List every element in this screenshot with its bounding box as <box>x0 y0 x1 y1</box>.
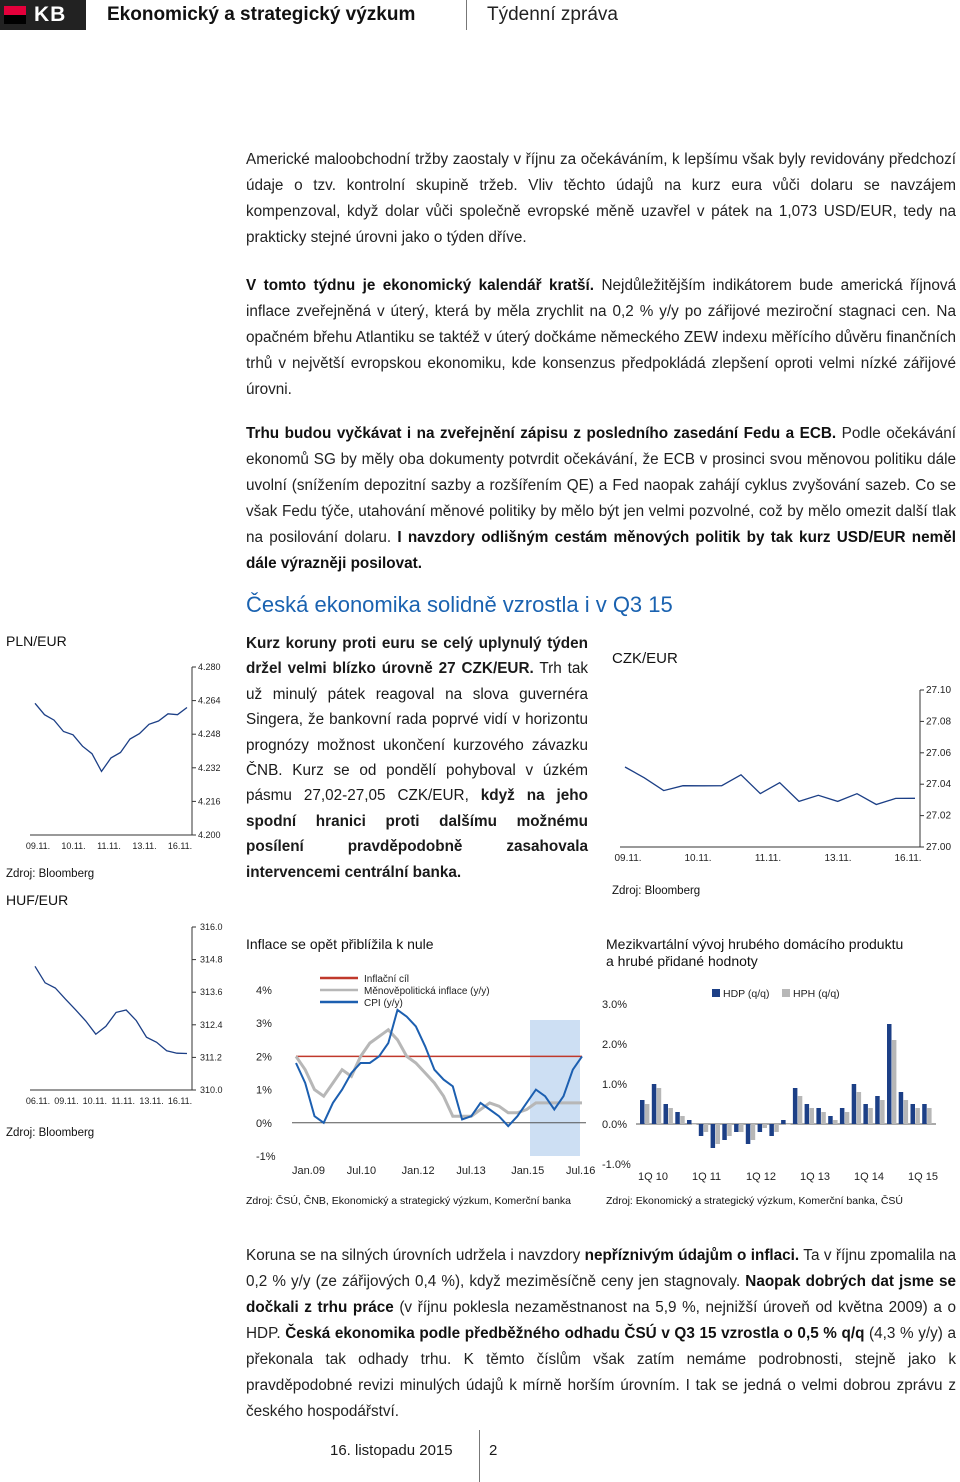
header-report-type: Týdenní zpráva <box>487 4 618 25</box>
bar-hph <box>857 1092 862 1124</box>
bar-hdp <box>664 1104 669 1124</box>
x-tick-label: 11.11. <box>111 1096 136 1106</box>
x-tick-label: 1Q 12 <box>746 1171 776 1183</box>
series-line <box>35 703 187 771</box>
bar-hdp <box>746 1124 751 1144</box>
paragraph-text: Koruna se na silných úrovních udržela i navzdory <box>246 1247 585 1264</box>
bar-hph <box>810 1108 815 1124</box>
bar-hdp <box>699 1124 704 1136</box>
x-tick-label: 1Q 15 <box>908 1171 938 1183</box>
footer-divider <box>479 1430 480 1482</box>
bar-hdp <box>711 1124 716 1148</box>
bar-hdp <box>722 1124 727 1140</box>
bar-hph <box>739 1124 744 1132</box>
paragraph-retail-sales <box>246 147 956 251</box>
x-tick-label: 10.11. <box>61 841 86 851</box>
bar-hph <box>833 1120 838 1124</box>
bar-hdp <box>734 1124 739 1132</box>
x-tick-label: Jul.16 <box>566 1165 596 1177</box>
bar-hph <box>845 1112 850 1124</box>
paragraph-czech-economy <box>246 1243 956 1425</box>
bar-hph <box>915 1108 920 1124</box>
paragraph-conclusion: I navzdory odlišným cestám měnových politik by tak kurz USD/EUR neměl dále výrazněji posilovat. <box>246 529 957 572</box>
y-tick-label: 0.0% <box>602 1119 628 1131</box>
paragraph-text: (4,3 % y/y) a překonala tak odhady trhu. K těmto číslům však zatím nemáme podrobnosti, stejně jako k pravděpodobné revizi minulých údajů k mírně horším úrovním. I tak se jedná o velmi dobrou zprávu z českého hospodářství. <box>246 1325 956 1420</box>
y-tick-label: 27.04 <box>926 779 952 791</box>
bar-hph <box>774 1124 779 1132</box>
x-tick-label: 06.11. <box>25 1096 51 1106</box>
y-tick-label: 4.200 <box>198 830 221 840</box>
inflation-chart <box>246 966 596 1186</box>
y-tick-label: 27.00 <box>926 842 952 853</box>
y-tick-label: -1.0% <box>602 1159 631 1171</box>
y-tick-label: -1% <box>256 1151 276 1163</box>
paragraph-lead: Trhu budou vyčkávat i na zveřejnění zápisu z posledního zasedání Fedu a ECB. <box>246 425 837 442</box>
x-tick-label: Jan.15 <box>511 1165 545 1177</box>
x-tick-label: 13.11. <box>824 853 852 864</box>
paragraph-bold: Česká ekonomika podle předběžného odhadu ČSÚ v Q3 15 vzrostla o 0,5 % q/q <box>285 1325 865 1342</box>
paragraph-lead: Kurz koruny proti euru se celý uplynulý týden držel velmi blízko úrovně 27 CZK/EUR. <box>246 635 588 678</box>
logo-text: KB <box>34 3 67 26</box>
bar-hph <box>680 1116 685 1124</box>
pln-chart-source: Zdroj: Bloomberg <box>6 868 95 880</box>
x-tick-label: 16.11. <box>894 853 922 864</box>
legend-label: Měnověpolitická inflace (y/y) <box>364 986 490 997</box>
x-tick-label: 09.11. <box>54 1096 79 1106</box>
bar-hph <box>892 1040 897 1124</box>
bar-hdp <box>687 1120 692 1124</box>
y-tick-label: 4.216 <box>198 796 221 807</box>
y-tick-label: 4% <box>256 985 272 997</box>
y-tick-label: 312.4 <box>200 1019 223 1030</box>
legend-label: CPI (y/y) <box>364 998 403 1009</box>
paragraph-czk <box>246 631 588 885</box>
paragraph-text: Trh tak už minulý pátek reagoval na slova guvernéra Singera, že bankovní rada poprvé vidí v horizontu prognózy možnost ukončení kurzového závazku ČNB. Kurz se od pondělí pohyboval v úzkém pásmu 27,02-27,05 CZK/EUR, <box>246 660 588 805</box>
x-tick-label: Jul.10 <box>346 1165 377 1177</box>
y-tick-label: 4.248 <box>198 729 221 740</box>
series-line <box>625 767 915 805</box>
bar-hph <box>868 1108 873 1124</box>
bar-hdp <box>816 1108 821 1124</box>
bar-hdp <box>805 1104 810 1124</box>
legend-swatch <box>782 989 790 997</box>
bar-hdp <box>922 1104 927 1124</box>
y-tick-label: 3.0% <box>602 999 628 1011</box>
y-tick-label: 314.8 <box>200 954 223 965</box>
y-tick-label: 27.10 <box>926 685 952 696</box>
y-tick-label: 4.232 <box>198 762 221 773</box>
bar-hph <box>716 1124 721 1144</box>
bar-hdp <box>887 1024 892 1124</box>
x-tick-label: 11.11. <box>97 841 121 851</box>
x-tick-label: 1Q 14 <box>854 1171 884 1183</box>
x-tick-label: 1Q 13 <box>800 1171 830 1183</box>
czk-chart-source: Zdroj: Bloomberg <box>612 885 701 897</box>
bar-hph <box>786 1124 791 1125</box>
x-tick-label: 10.11. <box>82 1096 107 1106</box>
bar-hdp <box>781 1120 786 1124</box>
y-tick-label: 310.0 <box>200 1085 223 1095</box>
x-tick-label: 1Q 10 <box>638 1171 668 1183</box>
y-tick-label: 4.280 <box>198 662 221 672</box>
y-tick-label: 27.06 <box>926 747 952 759</box>
bar-hph <box>727 1124 732 1136</box>
bar-hph <box>927 1108 932 1124</box>
bar-hdp <box>911 1104 916 1124</box>
czk-chart-title: CZK/EUR <box>612 650 678 667</box>
bar-hdp <box>758 1124 763 1132</box>
paragraph-text: Ta v říjnu zpomalila na 0,2 % y/y (ze zářijových 0,4 %), když meziměsíčně ceny jen stagnovaly. <box>246 1247 956 1290</box>
paragraph-bold: nepříznivým údajům o inflaci. <box>584 1247 800 1264</box>
paragraph-conclusion: když na jeho spodní hranici proti dalšímu možnému posílení pravděpodobně zasahovala intervencemi centrální banka. <box>246 787 588 881</box>
x-tick-label: 13.11. <box>139 1096 164 1106</box>
bar-hph <box>751 1124 756 1140</box>
legend-label: Inflační cíl <box>364 974 410 985</box>
header-title: Ekonomický a strategický výzkum <box>107 4 416 25</box>
inflation-chart-source: Zdroj: ČSÚ, ČNB, Ekonomický a strategický výzkum, Komerční banka <box>246 1195 572 1207</box>
bar-hdp <box>852 1084 857 1124</box>
y-tick-label: 2% <box>256 1051 272 1064</box>
footer-date: 16. listopadu 2015 <box>330 1442 453 1459</box>
y-tick-label: 4.264 <box>198 695 221 706</box>
x-tick-label: 16.11. <box>167 841 193 851</box>
bar-hdp <box>769 1124 774 1136</box>
bar-hdp <box>793 1088 798 1124</box>
x-tick-label: Jul.13 <box>456 1165 486 1177</box>
bar-hdp <box>652 1084 657 1124</box>
paragraph-text: Nejdůležitějším indikátorem bude americká říjnová inflace zveřejněná v úterý, která by měla zrychlit na 0,2 % y/y po zářijové meziroční stagnaci cen. Na opačném břehu Atlantiku se taktéž v úterý dočkáme německého ZEW indexu měřícího důvěru finančních trhů v největší evropskou ekonomiku, kde konsenzus předpokládá zlepšení oproti velmi nízké zářijové úrovni. <box>246 277 956 398</box>
y-tick-label: 316.0 <box>200 922 223 932</box>
bar-hph <box>880 1100 885 1124</box>
bar-hdp <box>828 1116 833 1124</box>
logo-red-block <box>4 6 26 15</box>
legend-swatch <box>712 989 720 997</box>
bar-hdp <box>675 1112 680 1124</box>
x-tick-label: 16.11. <box>167 1096 193 1106</box>
page-number: 2 <box>489 1442 498 1459</box>
x-tick-label: 09.11. <box>614 853 642 864</box>
section-heading: Česká ekonomika solidně vzrostla i v Q3 15 <box>246 592 673 617</box>
bar-hph <box>763 1124 768 1128</box>
y-tick-label: 1.0% <box>602 1079 628 1091</box>
y-tick-label: 27.08 <box>926 716 952 728</box>
inflation-chart-title: Inflace se opět přiblížila k nule <box>246 936 434 952</box>
pln-eur-chart <box>0 655 240 855</box>
y-tick-label: 0% <box>256 1117 272 1130</box>
x-tick-label: 09.11. <box>25 841 51 851</box>
paragraph-calendar <box>246 273 956 403</box>
legend-label: HPH (q/q) <box>793 988 840 1000</box>
paragraph-text: (v říjnu poklesla nezaměstnanost na 5,9 %, nejnižší úroveň od května 2009) a o HDP. <box>246 1299 956 1342</box>
bar-hdp <box>899 1092 904 1124</box>
bar-hph <box>668 1108 673 1124</box>
bar-hph <box>904 1100 909 1124</box>
bar-hph <box>657 1088 662 1124</box>
bar-hph <box>798 1096 803 1124</box>
bar-hdp <box>875 1096 880 1124</box>
paragraph-bold: Naopak dobrých dat jsme se dočkali z trhu práce <box>246 1273 956 1316</box>
bar-hdp <box>640 1100 645 1124</box>
bar-hdp <box>863 1104 868 1124</box>
x-tick-label: Jan.12 <box>401 1165 435 1177</box>
y-tick-label: 2.0% <box>602 1039 628 1051</box>
paragraph-text: Podle očekávání ekonomů SG by měly oba dokumenty potvrdit očekávání, že ECB v prosinci svou měnovou politiku dále uvolní (snížením depozitní sazby a rozšířením QE) a Fed naopak zahájí cyklus zvyšování sazeb. Co se však Fedu týče, utahování měnové politiky by mělo být jen velmi pozvolné, což by mělo omezit další tlak na posilování dolaru. <box>246 425 956 546</box>
forecast-band <box>530 1020 580 1156</box>
x-tick-label: Jan.09 <box>292 1165 326 1177</box>
gdp-chart-title: Mezikvartální vývoj hrubého domácího produktu a hrubé přidané hodnoty <box>606 936 904 969</box>
huf-chart-title: HUF/EUR <box>6 892 69 908</box>
x-tick-label: 13.11. <box>132 841 157 851</box>
huf-chart-source: Zdroj: Bloomberg <box>6 1127 95 1139</box>
logo-black-block <box>4 15 26 24</box>
y-tick-label: 313.6 <box>200 987 223 998</box>
bar-hph <box>704 1124 709 1132</box>
bar-hph <box>692 1124 697 1125</box>
gdp-chart <box>600 980 956 1186</box>
x-tick-label: 11.11. <box>754 853 782 864</box>
y-tick-label: 27.02 <box>926 810 952 822</box>
pln-chart-title: PLN/EUR <box>6 633 67 649</box>
gdp-chart-source: Zdroj: Ekonomický a strategický výzkum, Komerční banka, ČSÚ <box>606 1195 904 1207</box>
bar-hph <box>645 1104 650 1124</box>
series-line <box>35 966 187 1053</box>
y-tick-label: 3% <box>256 1018 272 1031</box>
paragraph-lead: V tomto týdnu je ekonomický kalendář kratší. <box>246 277 595 294</box>
huf-eur-chart <box>0 915 240 1115</box>
bar-hph <box>821 1112 826 1124</box>
y-tick-label: 311.2 <box>200 1052 222 1063</box>
header-divider <box>466 0 467 30</box>
bar-hdp <box>840 1108 845 1124</box>
paragraph-text: Americké maloobchodní tržby zaostaly v říjnu za očekáváním, k lepšímu však byly revidovány předchozí údaje o tzv. kontrolní skupině tržeb. Vliv těchto údajů na kurz eura vůči dolaru se navzájem kompenzoval, když dolar vůči společně evropské měně uzavřel v pátek na 1,073 USD/EUR, tedy na prakticky stejné úrovni jako o týden dříve. <box>246 151 956 246</box>
legend-label: HDP (q/q) <box>723 988 770 1000</box>
y-tick-label: 1% <box>256 1084 272 1097</box>
x-tick-label: 10.11. <box>684 853 712 864</box>
paragraph-fed-ecb <box>246 421 956 577</box>
kb-logo <box>0 0 86 30</box>
x-tick-label: 1Q 11 <box>692 1171 722 1183</box>
czk-eur-chart <box>600 672 960 872</box>
